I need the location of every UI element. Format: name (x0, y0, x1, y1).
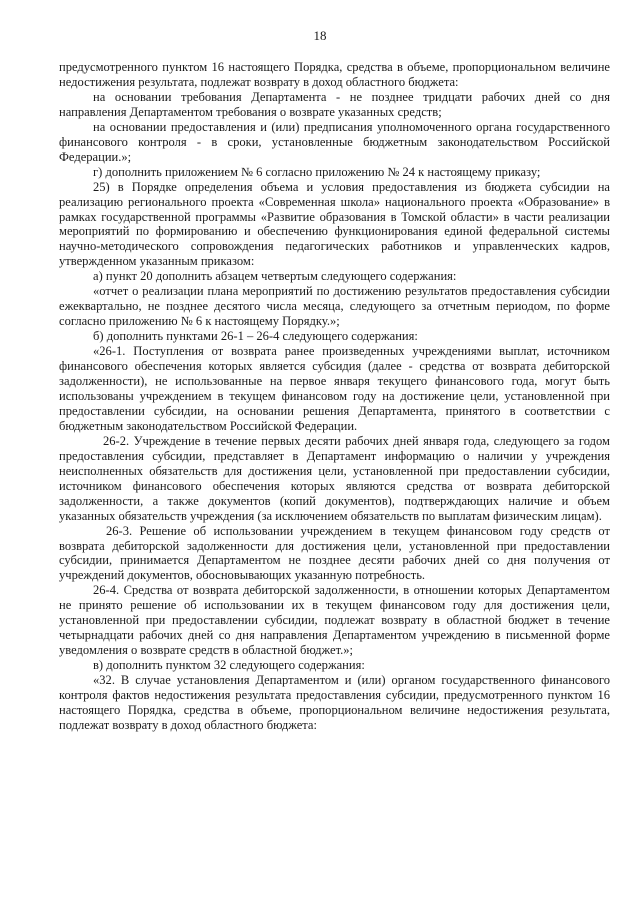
paragraph: а) пункт 20 дополнить абзацем четвертым следующего содержания: (93, 269, 457, 284)
paragraph-continuation: предусмотренного пунктом 16 настоящего Порядка, средства в объеме, пропорциональном величине недостижения результата, подлежат возврату в доход областного бюджета: (59, 60, 610, 89)
document-body (59, 60, 610, 733)
clause-26-2: 26-2. Учреждение в течение первых десяти рабочих дней января года, следующего за годом предоставления субсидии, представляет в Департамент информацию о наличии у учреждения неисполненных обязательств для достижения цели, установленной при предоставлении субсидии, источником финансового обеспечения которых являются средства от возврата дебиторской задолженности, а также документов (копий документов), подтверждающих наличие и объем указанных обязательств учреждения (за исключением обязательств по выплатам физическим лицам). (59, 433, 610, 523)
paragraph: на основании предоставления и (или) предписания уполномоченного органа государственного финансового контроля - в сроки, установленные бюджетным законодательством Российской Федерации.»; (59, 119, 610, 164)
clause-26-1: «26-1. Поступления от возврата ранее произведенных учреждениями выплат, источником финансового обеспечения которых является субсидия (далее - средства от возврата дебиторской задолженности), не использованные на первое января текущего финансового года, могут быть использованы учреждением в текущем финансовом году на достижение цели, установленной при предоставлении субсидии, на основании решения Департамента, принятого в соответствии с бюджетным законодательством Российской Федерации. (59, 344, 610, 433)
clause-26-4: 26-4. Средства от возврата дебиторской задолженности, в отношении которых Департаментом не принято решение об использовании их в текущем финансовом году для достижения цели, установленной при предоставлении субсидии, подлежат возврату в областной бюджет в течение четырнадцати рабочих дней со дня направления Департаментом учреждению в письменной форме уведомления о возврате средств в областной бюджет.»; (59, 583, 610, 658)
paragraph: на основании требования Департамента - не позднее тридцати рабочих дней со дня направления Департаментом требования о возврате указанных средств; (59, 89, 610, 119)
clause-26-3: 26-3. Решение об использовании учреждением в текущем финансовом году средств от возврата дебиторской задолженности для достижения цели, установленной при предоставлении субсидии, принимается Департаментом не позднее десяти рабочих дней со дня получения от учреждений документов, обосновывающих указанную потребность. (59, 523, 610, 583)
paragraph: 25) в Порядке определения объема и условия предоставления из бюджета субсидии на реализацию регионального проекта «Современная школа» национального проекта «Образование» в рамках государственной программы «Развитие образования в Томской области» в части реализации мероприятий по формированию и обеспечению функционирования единой федеральной системы научно-методического сопровождения педагогических работников и управленческих кадров, утвержденном указанным приказом: (59, 179, 610, 269)
clause-32: «32. В случае установления Департаментом и (или) органом государственного финансового контроля фактов недостижения результата предоставления субсидии, предусмотренного пунктом 16 настоящего Порядка, средства в объеме, пропорциональном величине недостижения результата, подлежат возврату в доход областного бюджета: (59, 673, 610, 732)
paragraph: в) дополнить пунктом 32 следующего содержания: (93, 658, 365, 673)
paragraph: «отчет о реализации плана мероприятий по достижению результатов предоставления субсидии ежеквартально, не позднее десятого числа месяца, следующего за отчетным периодом, по форме согласно приложению № 6 к настоящему Порядку.»; (59, 284, 610, 329)
paragraph: б) дополнить пунктами 26-1 – 26-4 следующего содержания: (93, 329, 418, 344)
page-number: 18 (313, 28, 327, 43)
paragraph: г) дополнить приложением № 6 согласно приложению № 24 к настоящему приказу; (93, 164, 541, 179)
